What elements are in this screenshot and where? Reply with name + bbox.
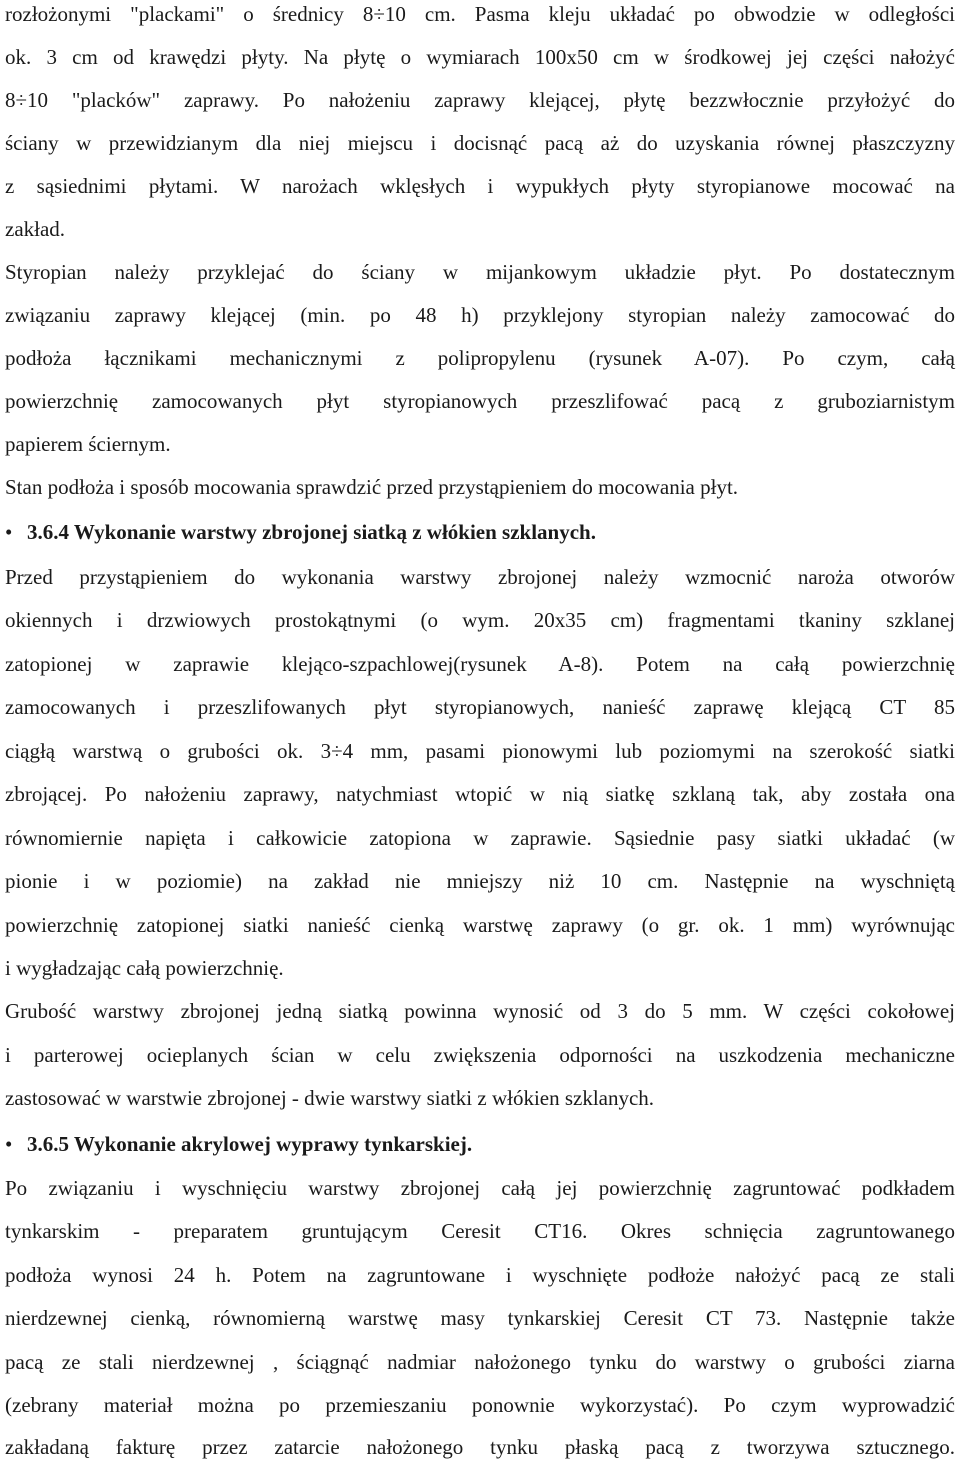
text-line: ok. 3 cm od krawędzi płyty. Na płytę o wymiarach 100x50 cm w środkowej jej części nałożyć xyxy=(5,45,955,69)
text-line: rozłożonymi "plackami" o średnicy 8÷10 cm. Pasma kleju układać po obwodzie w odległości xyxy=(5,2,955,26)
text-line: ciągłą warstwą o grubości ok. 3÷4 mm, pasami pionowymi lub poziomymi na szerokość siatki xyxy=(5,739,955,763)
text-line: zbrojącej. Po nałożeniu zaprawy, natychmiast wtopić w nią siatkę szklaną tak, aby została ona xyxy=(5,782,955,806)
bullet-icon: • xyxy=(5,1132,13,1156)
text-line: Przed przystąpieniem do wykonania warstwy zbrojonej należy wzmocnić naroża otworów xyxy=(5,565,955,589)
text-line: związaniu zaprawy klejącej (min. po 48 h) przyklejony styropian należy zamocować do xyxy=(5,303,955,327)
text-line: z sąsiednimi płytami. W narożach wklęsłych i wypukłych płyty styropianowe mocować na xyxy=(5,174,955,198)
text-line: nierdzewnej cienką, równomierną warstwę masy tynkarskiej Ceresit CT 73. Następnie także xyxy=(5,1306,955,1330)
section-heading-3-6-4 xyxy=(5,517,596,547)
text-line: Styropian należy przyklejać do ściany w mijankowym układzie płyt. Po dostatecznym xyxy=(5,260,955,284)
text-line: Po związaniu i wyschnięciu warstwy zbrojonej całą jej powierzchnię zagruntować podkładem xyxy=(5,1176,955,1200)
text-line: (zebrany materiał można po przemieszaniu ponownie wykorzystać). Po czym wyprowadzić xyxy=(5,1393,955,1417)
text-line: papierem ściernym. xyxy=(5,432,171,456)
text-line: zastosować w warstwie zbrojonej - dwie warstwy siatki z włókien szklanych. xyxy=(5,1086,655,1110)
bullet-icon: • xyxy=(5,520,13,544)
text-line: pionie i w poziomie) na zakład nie mniejszy niż 10 cm. Następnie na wyschniętą xyxy=(5,869,955,893)
text-line: i parterowej ocieplanych ścian w celu zwiększenia odporności na uszkodzenia mechaniczne xyxy=(5,1043,955,1067)
text-line: okiennych i drzwiowych prostokątnymi (o wym. 20x35 cm) fragmentami tkaniny szklanej xyxy=(5,608,955,632)
text-line: 8÷10 "placków" zaprawy. Po nałożeniu zaprawy klejącej, płytę bezzwłocznie przyłożyć do xyxy=(5,88,955,112)
section-heading-3-6-5 xyxy=(5,1129,472,1159)
text-line: zakładaną fakturę przez zatarcie nałożonego tynku płaską pacą z tworzywa sztucznego. xyxy=(5,1435,955,1459)
text-line: zatopionej w zaprawie klejąco-szpachlowej(rysunek A-8). Potem na całą powierzchnię xyxy=(5,652,955,676)
text-line: tynkarskim - preparatem gruntującym Ceresit CT16. Okres schnięcia zagruntowanego xyxy=(5,1219,955,1243)
text-line: podłoża wynosi 24 h. Potem na zagruntowane i wyschnięte podłoże nałożyć pacą ze stali xyxy=(5,1263,955,1287)
text-line: równomiernie napięta i całkowicie zatopiona w zaprawie. Sąsiednie pasy siatki układać (w xyxy=(5,826,955,850)
section-heading-text: 3.6.5 Wykonanie akrylowej wyprawy tynkarskiej. xyxy=(27,1132,473,1156)
text-line: podłoża łącznikami mechanicznymi z polipropylenu (rysunek A-07). Po czym, całą xyxy=(5,346,955,370)
text-line: i wygładzając całą powierzchnię. xyxy=(5,956,284,980)
text-line: Stan podłoża i sposób mocowania sprawdzić przed przystąpieniem do mocowania płyt. xyxy=(5,475,739,499)
section-heading-text: 3.6.4 Wykonanie warstwy zbrojonej siatką z włókien szklanych. xyxy=(27,520,596,544)
text-line: zakład. xyxy=(5,217,66,241)
text-line: powierzchnię zamocowanych płyt styropianowych przeszlifować pacą z gruboziarnistym xyxy=(5,389,955,413)
text-line: powierzchnię zatopionej siatki nanieść cienką warstwę zaprawy (o gr. ok. 1 mm) wyrównując xyxy=(5,913,955,937)
text-line: ściany w przewidzianym dla niej miejscu i docisnąć pacą aż do uzyskania równej płaszczyzny xyxy=(5,131,955,155)
text-line: pacą ze stali nierdzewnej , ściągnąć nadmiar nałożonego tynku do warstwy o grubości ziarna xyxy=(5,1350,955,1374)
text-line: zamocowanych i przeszlifowanych płyt styropianowych, nanieść zaprawę klejącą CT 85 xyxy=(5,695,955,719)
text-line: Grubość warstwy zbrojonej jedną siatką powinna wynosić od 3 do 5 mm. W części cokołowej xyxy=(5,999,955,1023)
